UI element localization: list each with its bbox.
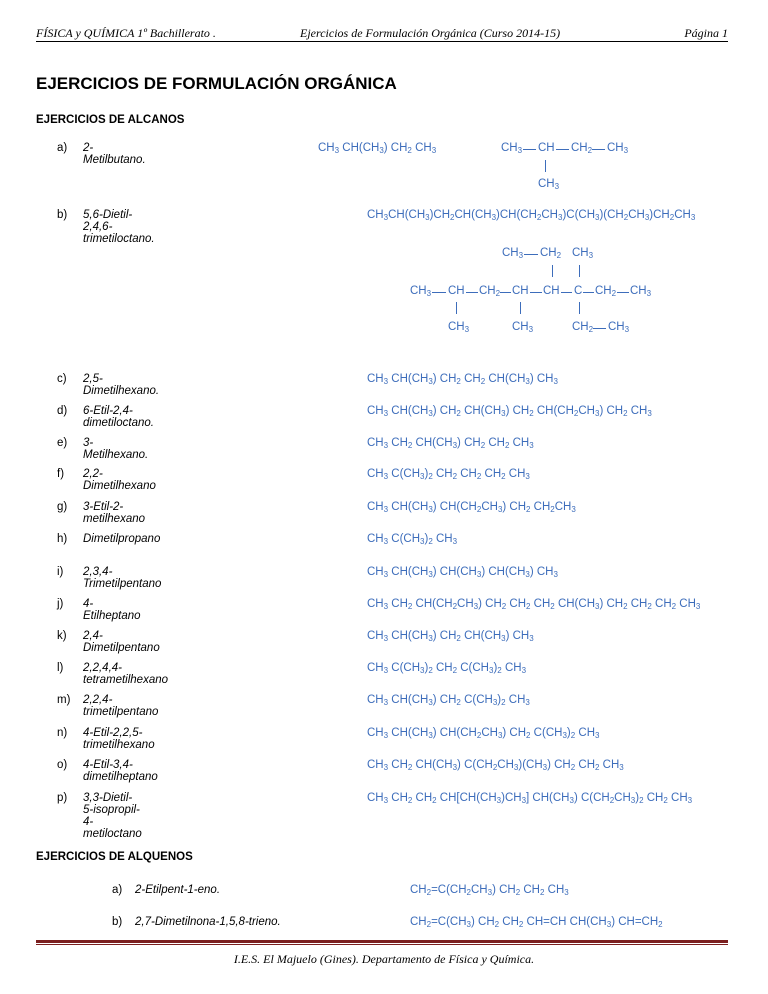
struct-b-atom: $CH_3$ xyxy=(512,321,534,334)
compound-formula: $CH_3$ $CH(CH_3)$ $CH_2$ $CH(CH_3)$ $CH_2$ $CH(CH_2CH_3)$ $CH_2$ $CH_3$ xyxy=(367,405,652,418)
alkane-item-label xyxy=(57,598,141,622)
alkene-item-label xyxy=(112,884,221,896)
struct-b-atom: $CH_2$ xyxy=(572,321,594,334)
footer-rule xyxy=(36,940,728,943)
alkane-item-label xyxy=(57,694,159,718)
struct-b-atom: $CH_3$ xyxy=(630,285,652,298)
bond xyxy=(432,292,446,293)
bond xyxy=(556,149,569,150)
struct-b-atom: $CH_2$ xyxy=(479,285,501,298)
alkane-item-label xyxy=(57,142,146,166)
bond xyxy=(593,328,606,329)
compound-formula: $CH_3$ $CH(CH_3)$ $CH_2$ $CH(CH_3)$ $CH_3$ xyxy=(367,630,534,643)
bond xyxy=(545,160,546,172)
struct-a-c3: $CH_2$ xyxy=(571,142,593,155)
compound-formula: $CH_2=C(CH_3)$ $CH_2$ $CH_2$ CH=CH $CH(CH_3)$ $CH=CH_2$ xyxy=(410,916,663,929)
compound-name: 2,4-Dimetilpentano xyxy=(83,630,160,654)
struct-a-c2: CH xyxy=(538,142,555,154)
compound-formula: $CH_3CH(CH_3)CH_2CH(CH_3)CH(CH_2CH_3)C(CH_3)(CH_2CH_3)CH_2CH_3$ xyxy=(367,209,696,222)
item-letter: j) xyxy=(57,598,64,610)
compound-name: 3,3-Dietil-5-isopropil-4-metiloctano xyxy=(83,792,142,840)
bond xyxy=(530,292,542,293)
bond xyxy=(523,149,536,150)
item-letter: d) xyxy=(57,405,68,417)
struct-b-atom: C xyxy=(574,285,583,297)
compound-name: 2,2-Dimetilhexano xyxy=(83,468,156,492)
compound-name: 4-Etil-3,4-dimetilheptano xyxy=(83,759,158,783)
struct-b-atom: $CH_3$ xyxy=(572,247,594,260)
alkane-item-label xyxy=(57,405,154,429)
bond xyxy=(561,292,572,293)
bond xyxy=(456,302,457,314)
struct-b-atom: CH xyxy=(448,285,465,297)
compound-formula: $CH_3$ $CH(CH_3)$ $CH_2$ $CH_3$ xyxy=(318,142,437,155)
compound-name: 2,3,4-Trimetilpentano xyxy=(83,566,162,590)
struct-b-atom: $CH_3$ xyxy=(448,321,470,334)
compound-formula: $CH_3$ $CH_2$ $CH(CH_2CH_3)$ $CH_2$ $CH_2$ $CH_2$ $CH(CH_3)$ $CH_2$ $CH_2$ $CH_2$ $CH_3$ xyxy=(367,598,701,611)
alkane-item-label xyxy=(57,630,160,654)
compound-formula: $CH_3$ $CH(CH_3)$ $CH(CH_2CH_3)$ $CH_2$ $CH_2CH_3$ xyxy=(367,501,576,514)
compound-formula: $CH_3$ $CH_2$ $CH(CH_3)$ $C(CH_2CH_3)(CH_3)$ $CH_2$ $CH_2$ $CH_3$ xyxy=(367,759,624,772)
struct-b-atom: CH xyxy=(543,285,560,297)
footer-rule-thin xyxy=(36,944,728,945)
footer-text: I.E.S. El Majuelo (Gines). Departamento de Física y Química. xyxy=(233,952,535,966)
compound-name: Dimetilpropano xyxy=(83,533,161,545)
compound-formula: $CH_3$ $CH_2$ $CH(CH_3)$ $CH_2$ $CH_2$ $CH_3$ xyxy=(367,437,534,450)
bond xyxy=(592,149,605,150)
compound-formula: $CH_3$ $C(CH_3)_2$ $CH_2$ $C(CH_3)_2$ $CH_3$ xyxy=(367,662,527,675)
compound-name: 2,2,4-trimetilpentano xyxy=(83,694,159,718)
compound-name: 6-Etil-2,4-dimetiloctano. xyxy=(83,405,154,429)
header-rule xyxy=(36,41,728,42)
compound-formula: $CH_3$ $CH(CH_3)$ $CH_2$ $CH_2$ $CH(CH_3)$ $CH_3$ xyxy=(367,373,558,386)
alkane-item-label xyxy=(57,209,155,245)
page-title: EJERCICIOS DE FORMULACIÓN ORGÁNICA xyxy=(36,74,397,93)
alkenes-heading: EJERCICIOS DE ALQUENOS xyxy=(36,851,193,863)
item-letter: l) xyxy=(57,662,64,674)
alkene-item-label xyxy=(112,916,281,928)
struct-b-atom: $CH_2$ xyxy=(595,285,617,298)
item-letter: a) xyxy=(112,884,123,896)
bond xyxy=(583,292,594,293)
compound-name: 2,5-Dimetilhexano. xyxy=(83,373,160,397)
alkane-item-label xyxy=(57,727,155,751)
item-letter: n) xyxy=(57,727,68,739)
compound-name: 3-Etil-2-metilhexano xyxy=(83,501,146,525)
alkane-item-label xyxy=(57,566,162,590)
bond xyxy=(520,302,521,314)
bond xyxy=(579,302,580,314)
compound-formula: $CH_3$ $CH(CH_3)$ $CH(CH_3)$ $CH(CH_3)$ $CH_3$ xyxy=(367,566,558,579)
compound-name: 2-Etilpent-1-eno. xyxy=(135,884,221,896)
struct-b-atom: $CH_3$ xyxy=(608,321,630,334)
alkane-item-label xyxy=(57,437,149,461)
struct-b-atom: CH xyxy=(512,285,529,297)
struct-a-branch: $CH_3$ xyxy=(538,178,560,191)
item-letter: f) xyxy=(57,468,65,480)
item-letter: m) xyxy=(57,694,71,706)
item-letter: h) xyxy=(57,533,68,545)
alkane-item-label xyxy=(57,468,156,492)
alkane-item-label xyxy=(57,533,161,545)
header-page: Página 1 xyxy=(684,26,728,40)
compound-formula: $CH_3$ $C(CH_3)_2$ $CH_2$ $CH_2$ $CH_2$ $CH_3$ xyxy=(367,468,530,481)
bond xyxy=(579,265,580,277)
compound-name: 2,2,4,4-tetrametilhexano xyxy=(83,662,169,686)
struct-b-atom: $CH_3$ xyxy=(410,285,432,298)
item-letter: o) xyxy=(57,759,68,771)
compound-name: 2-Metilbutano. xyxy=(83,142,146,166)
item-letter: b) xyxy=(57,209,68,221)
compound-name: 3-Metilhexano. xyxy=(83,437,149,461)
alkane-item-label xyxy=(57,792,142,840)
bond xyxy=(524,254,538,255)
item-letter: g) xyxy=(57,501,68,513)
item-letter: i) xyxy=(57,566,64,578)
compound-name: 5,6-Dietil-2,4,6-trimetiloctano. xyxy=(83,209,155,245)
compound-formula: $CH_3$ $C(CH_3)_2$ $CH_3$ xyxy=(367,533,458,546)
alkane-item-label xyxy=(57,662,169,686)
struct-b-atom: $CH_2$ xyxy=(540,247,562,260)
compound-formula: $CH_3$ $CH(CH_3)$ $CH_2$ $C(CH_3)_2$ $CH_3$ xyxy=(367,694,530,707)
bond xyxy=(552,265,553,277)
item-letter: a) xyxy=(57,142,68,154)
alkane-item-label xyxy=(57,759,158,783)
compound-name: 2,7-Dimetilnona-1,5,8-trieno. xyxy=(135,916,281,928)
compound-formula: $CH_2=C(CH_2CH_3)$ $CH_2$ $CH_2$ $CH_3$ xyxy=(410,884,569,897)
bond xyxy=(500,292,511,293)
struct-b-atom: $CH_3$ xyxy=(502,247,524,260)
compound-name: 4-Etilheptano xyxy=(83,598,141,622)
item-letter: p) xyxy=(57,792,68,804)
compound-formula: $CH_3$ $CH_2$ $CH_2$ $CH[CH(CH_3)CH_3]$ $CH(CH_3)$ $C(CH_2CH_3)_2$ $CH_2$ $CH_3$ xyxy=(367,792,693,805)
item-letter: e) xyxy=(57,437,68,449)
item-letter: b) xyxy=(112,916,123,928)
item-letter: c) xyxy=(57,373,67,385)
compound-formula: $CH_3$ $CH(CH_3)$ $CH(CH_2CH_3)$ $CH_2$ $C(CH_3)_2$ $CH_3$ xyxy=(367,727,600,740)
struct-a-c1: $CH_3$ xyxy=(501,142,523,155)
bond xyxy=(466,292,478,293)
compound-name: 4-Etil-2,2,5-trimetilhexano xyxy=(83,727,155,751)
struct-a-c4: $CH_3$ xyxy=(607,142,629,155)
item-letter: k) xyxy=(57,630,67,642)
alkane-item-label xyxy=(57,373,160,397)
header-left: FÍSICA y QUÍMICA 1º Bachillerato . xyxy=(36,26,216,40)
bond xyxy=(617,292,629,293)
alkane-item-label xyxy=(57,501,146,525)
alkanes-heading: EJERCICIOS DE ALCANOS xyxy=(36,114,185,126)
header-center: Ejercicios de Formulación Orgánica (Curso 2014-15) xyxy=(300,26,561,40)
